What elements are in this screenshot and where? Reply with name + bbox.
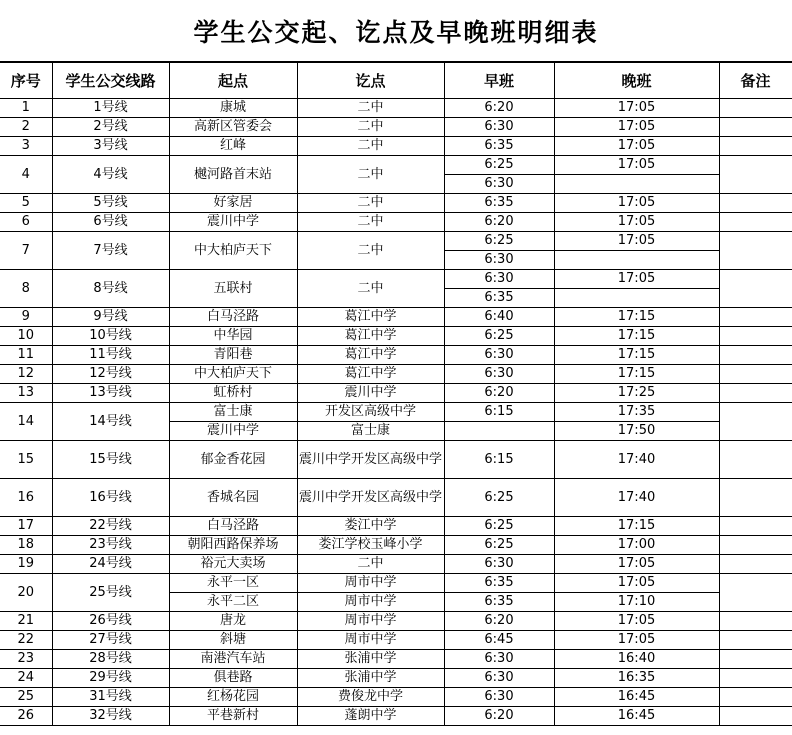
cell-am[interactable]: 6:30 [444,365,554,384]
cell-remark[interactable] [719,612,792,631]
cell-pm[interactable]: 17:05 [554,631,719,650]
cell-no[interactable]: 7 [0,232,52,270]
cell-am[interactable]: 6:30 [444,270,554,289]
cell-start[interactable]: 红峰 [169,137,297,156]
cell-no[interactable]: 6 [0,213,52,232]
cell-am[interactable]: 6:25 [444,536,554,555]
cell-pm[interactable]: 16:35 [554,669,719,688]
cell-remark[interactable] [719,365,792,384]
cell-pm[interactable]: 17:05 [554,574,719,593]
header-start[interactable]: 起点 [169,63,297,99]
cell-am[interactable]: 6:35 [444,289,554,308]
header-row [0,63,792,99]
table-body [0,99,792,726]
table-row [0,650,792,669]
cell-remark[interactable] [719,631,792,650]
cell-pm[interactable]: 17:15 [554,308,719,327]
cell-line[interactable]: 27号线 [52,631,169,650]
cell-line[interactable]: 24号线 [52,555,169,574]
cell-start[interactable]: 青阳巷 [169,346,297,365]
cell-start[interactable]: 好家居 [169,194,297,213]
cell-pm[interactable]: 16:45 [554,707,719,726]
cell-remark[interactable] [719,688,792,707]
cell-am[interactable]: 6:25 [444,479,554,517]
table-row [0,213,792,232]
cell-start[interactable]: 康城 [169,99,297,118]
cell-am[interactable]: 6:25 [444,327,554,346]
cell-pm[interactable]: 16:40 [554,650,719,669]
cell-no[interactable]: 10 [0,327,52,346]
cell-no[interactable]: 24 [0,669,52,688]
cell-start[interactable]: 郁金香花园 [169,441,297,479]
cell-am[interactable]: 6:25 [444,517,554,536]
cell-end[interactable]: 二中 [297,194,444,213]
cell-start[interactable]: 斜塘 [169,631,297,650]
cell-remark[interactable] [719,441,792,479]
cell-end[interactable]: 二中 [297,213,444,232]
cell-line[interactable]: 23号线 [52,536,169,555]
cell-end[interactable]: 二中 [297,270,444,308]
cell-start[interactable]: 五联村 [169,270,297,308]
cell-remark[interactable] [719,650,792,669]
cell-remark[interactable] [719,707,792,726]
table-row [0,365,792,384]
cell-am[interactable]: 6:30 [444,251,554,270]
cell-end[interactable]: 二中 [297,555,444,574]
cell-remark[interactable] [719,555,792,574]
cell-no[interactable]: 14 [0,403,52,441]
cell-no[interactable]: 17 [0,517,52,536]
cell-pm[interactable]: 17:05 [554,99,719,118]
cell-pm[interactable]: 17:05 [554,156,719,175]
table-row [0,156,792,175]
cell-pm[interactable]: 17:05 [554,232,719,251]
cell-am[interactable]: 6:25 [444,232,554,251]
cell-line[interactable]: 3号线 [52,137,169,156]
cell-end[interactable]: 葛江中学 [297,327,444,346]
cell-pm[interactable]: 17:00 [554,536,719,555]
page-title: 学生公交起、讫点及早晚班明细表 [193,17,599,47]
cell-remark[interactable] [719,403,792,441]
cell-no[interactable]: 12 [0,365,52,384]
cell-am[interactable]: 6:30 [444,555,554,574]
cell-no[interactable]: 18 [0,536,52,555]
cell-pm[interactable] [554,289,719,308]
cell-remark[interactable] [719,346,792,365]
cell-am[interactable]: 6:20 [444,707,554,726]
cell-start[interactable]: 富士康 [169,403,297,422]
cell-end[interactable]: 二中 [297,137,444,156]
schedule-table [0,62,792,726]
cell-am[interactable]: 6:20 [444,99,554,118]
cell-am[interactable]: 6:30 [444,650,554,669]
cell-remark[interactable] [719,536,792,555]
cell-line[interactable]: 31号线 [52,688,169,707]
cell-no[interactable]: 22 [0,631,52,650]
cell-end[interactable]: 蓬朗中学 [297,707,444,726]
cell-remark[interactable] [719,669,792,688]
header-pm[interactable]: 晚班 [554,63,719,99]
cell-line[interactable]: 6号线 [52,213,169,232]
cell-end[interactable]: 张浦中学 [297,669,444,688]
cell-no[interactable]: 13 [0,384,52,403]
cell-line[interactable]: 13号线 [52,384,169,403]
table-row [0,194,792,213]
cell-start[interactable]: 朝阳西路保养场 [169,536,297,555]
cell-end[interactable]: 震川中学 [297,384,444,403]
cell-end[interactable]: 葛江中学 [297,346,444,365]
cell-pm[interactable] [554,175,719,194]
cell-pm[interactable]: 17:05 [554,612,719,631]
cell-start[interactable]: 中华园 [169,327,297,346]
cell-end[interactable]: 二中 [297,156,444,194]
cell-pm[interactable]: 17:15 [554,327,719,346]
cell-line[interactable]: 8号线 [52,270,169,308]
cell-remark[interactable] [719,327,792,346]
table-row [0,631,792,650]
cell-pm[interactable]: 17:05 [554,118,719,137]
cell-line[interactable]: 14号线 [52,403,169,441]
table-row [0,403,792,422]
cell-no[interactable]: 19 [0,555,52,574]
header-remark[interactable]: 备注 [719,63,792,99]
cell-end[interactable]: 娄江学校玉峰小学 [297,536,444,555]
cell-pm[interactable]: 17:50 [554,422,719,441]
header-no[interactable]: 序号 [0,63,52,99]
cell-no[interactable]: 21 [0,612,52,631]
cell-pm[interactable]: 17:15 [554,517,719,536]
cell-am[interactable]: 6:20 [444,612,554,631]
cell-line[interactable]: 25号线 [52,574,169,612]
cell-end[interactable]: 二中 [297,99,444,118]
cell-remark[interactable] [719,213,792,232]
cell-am[interactable]: 6:20 [444,384,554,403]
cell-remark[interactable] [719,574,792,612]
cell-start[interactable]: 唐龙 [169,612,297,631]
cell-remark[interactable] [719,194,792,213]
cell-start[interactable]: 高新区管委会 [169,118,297,137]
cell-start[interactable]: 中大柏庐天下 [169,365,297,384]
cell-pm[interactable]: 17:35 [554,403,719,422]
cell-line[interactable]: 2号线 [52,118,169,137]
cell-end[interactable]: 张浦中学 [297,650,444,669]
cell-line[interactable]: 11号线 [52,346,169,365]
cell-end[interactable]: 费俊龙中学 [297,688,444,707]
cell-no[interactable]: 2 [0,118,52,137]
table-row [0,574,792,593]
cell-no[interactable]: 20 [0,574,52,612]
cell-remark[interactable] [719,270,792,308]
table-row [0,707,792,726]
cell-line[interactable]: 16号线 [52,479,169,517]
cell-remark[interactable] [719,156,792,194]
table-row [0,308,792,327]
cell-line[interactable]: 12号线 [52,365,169,384]
cell-remark[interactable] [719,232,792,270]
cell-no[interactable]: 9 [0,308,52,327]
header-line[interactable]: 学生公交线路 [52,63,169,99]
cell-remark[interactable] [719,384,792,403]
cell-line[interactable]: 26号线 [52,612,169,631]
cell-am[interactable]: 6:30 [444,118,554,137]
cell-end[interactable]: 震川中学开发区高级中学 [297,441,444,479]
cell-am[interactable]: 6:25 [444,156,554,175]
table-row [0,346,792,365]
cell-no[interactable]: 4 [0,156,52,194]
cell-pm[interactable] [554,251,719,270]
cell-start[interactable]: 红杨花园 [169,688,297,707]
cell-end[interactable]: 葛江中学 [297,308,444,327]
cell-end[interactable]: 富士康 [297,422,444,441]
table-row [0,137,792,156]
cell-pm[interactable]: 17:25 [554,384,719,403]
cell-remark[interactable] [719,479,792,517]
cell-pm[interactable]: 17:40 [554,479,719,517]
cell-line[interactable]: 28号线 [52,650,169,669]
cell-line[interactable]: 32号线 [52,707,169,726]
cell-pm[interactable]: 17:15 [554,346,719,365]
cell-am[interactable]: 6:30 [444,175,554,194]
cell-start[interactable]: 震川中学 [169,213,297,232]
cell-pm[interactable]: 17:05 [554,555,719,574]
cell-am[interactable]: 6:45 [444,631,554,650]
cell-line[interactable]: 15号线 [52,441,169,479]
cell-remark[interactable] [719,118,792,137]
table-row [0,118,792,137]
table-row [0,612,792,631]
cell-line[interactable]: 5号线 [52,194,169,213]
cell-am[interactable]: 6:35 [444,137,554,156]
cell-line[interactable]: 9号线 [52,308,169,327]
cell-end[interactable]: 二中 [297,118,444,137]
cell-am[interactable]: 6:30 [444,346,554,365]
table-row [0,479,792,517]
cell-line[interactable]: 10号线 [52,327,169,346]
cell-no[interactable]: 15 [0,441,52,479]
cell-start[interactable]: 南港汽车站 [169,650,297,669]
cell-end[interactable]: 周市中学 [297,574,444,593]
cell-remark[interactable] [719,99,792,118]
cell-pm[interactable]: 16:45 [554,688,719,707]
header-end[interactable]: 讫点 [297,63,444,99]
cell-no[interactable]: 25 [0,688,52,707]
table-row [0,669,792,688]
cell-no[interactable]: 16 [0,479,52,517]
cell-end[interactable]: 娄江中学 [297,517,444,536]
table-row [0,99,792,118]
cell-no[interactable]: 1 [0,99,52,118]
cell-start[interactable]: 中大柏庐天下 [169,232,297,270]
cell-line[interactable]: 4号线 [52,156,169,194]
cell-end[interactable]: 二中 [297,232,444,270]
cell-no[interactable]: 8 [0,270,52,308]
cell-line[interactable]: 1号线 [52,99,169,118]
cell-start[interactable]: 白马泾路 [169,517,297,536]
cell-line[interactable]: 29号线 [52,669,169,688]
table-row [0,327,792,346]
cell-start[interactable]: 永平二区 [169,593,297,612]
cell-remark[interactable] [719,137,792,156]
table-row [0,517,792,536]
cell-am[interactable]: 6:30 [444,669,554,688]
title-cell[interactable] [0,0,792,62]
table-row [0,688,792,707]
cell-pm[interactable]: 17:05 [554,213,719,232]
cell-start[interactable]: 樾河路首末站 [169,156,297,194]
cell-am[interactable]: 6:35 [444,574,554,593]
table-row [0,441,792,479]
cell-end[interactable]: 周市中学 [297,593,444,612]
cell-start[interactable]: 俱巷路 [169,669,297,688]
cell-am[interactable]: 6:15 [444,403,554,422]
cell-end[interactable]: 周市中学 [297,631,444,650]
cell-start[interactable]: 虹桥村 [169,384,297,403]
cell-pm[interactable]: 17:10 [554,593,719,612]
cell-line[interactable]: 7号线 [52,232,169,270]
table-row [0,536,792,555]
cell-start[interactable]: 裕元大卖场 [169,555,297,574]
cell-pm[interactable]: 17:15 [554,365,719,384]
cell-am[interactable]: 6:15 [444,441,554,479]
cell-am[interactable] [444,422,554,441]
table-row [0,232,792,251]
cell-no[interactable]: 23 [0,650,52,669]
cell-remark[interactable] [719,517,792,536]
cell-start[interactable]: 震川中学 [169,422,297,441]
cell-pm[interactable]: 17:05 [554,270,719,289]
cell-no[interactable]: 3 [0,137,52,156]
cell-start[interactable]: 香城名园 [169,479,297,517]
cell-am[interactable]: 6:35 [444,593,554,612]
table-row [0,384,792,403]
cell-am[interactable]: 6:20 [444,213,554,232]
cell-start[interactable]: 平巷新村 [169,707,297,726]
cell-am[interactable]: 6:30 [444,688,554,707]
cell-end[interactable]: 周市中学 [297,612,444,631]
cell-end[interactable]: 震川中学开发区高级中学 [297,479,444,517]
cell-start[interactable]: 白马泾路 [169,308,297,327]
cell-am[interactable]: 6:40 [444,308,554,327]
table-row [0,270,792,289]
cell-pm[interactable]: 17:40 [554,441,719,479]
cell-no[interactable]: 11 [0,346,52,365]
cell-am[interactable]: 6:35 [444,194,554,213]
cell-end[interactable]: 开发区高级中学 [297,403,444,422]
cell-line[interactable]: 22号线 [52,517,169,536]
cell-pm[interactable]: 17:05 [554,137,719,156]
cell-pm[interactable]: 17:05 [554,194,719,213]
cell-no[interactable]: 26 [0,707,52,726]
cell-end[interactable]: 葛江中学 [297,365,444,384]
header-am[interactable]: 早班 [444,63,554,99]
cell-start[interactable]: 永平一区 [169,574,297,593]
cell-remark[interactable] [719,308,792,327]
cell-no[interactable]: 5 [0,194,52,213]
table-row [0,555,792,574]
